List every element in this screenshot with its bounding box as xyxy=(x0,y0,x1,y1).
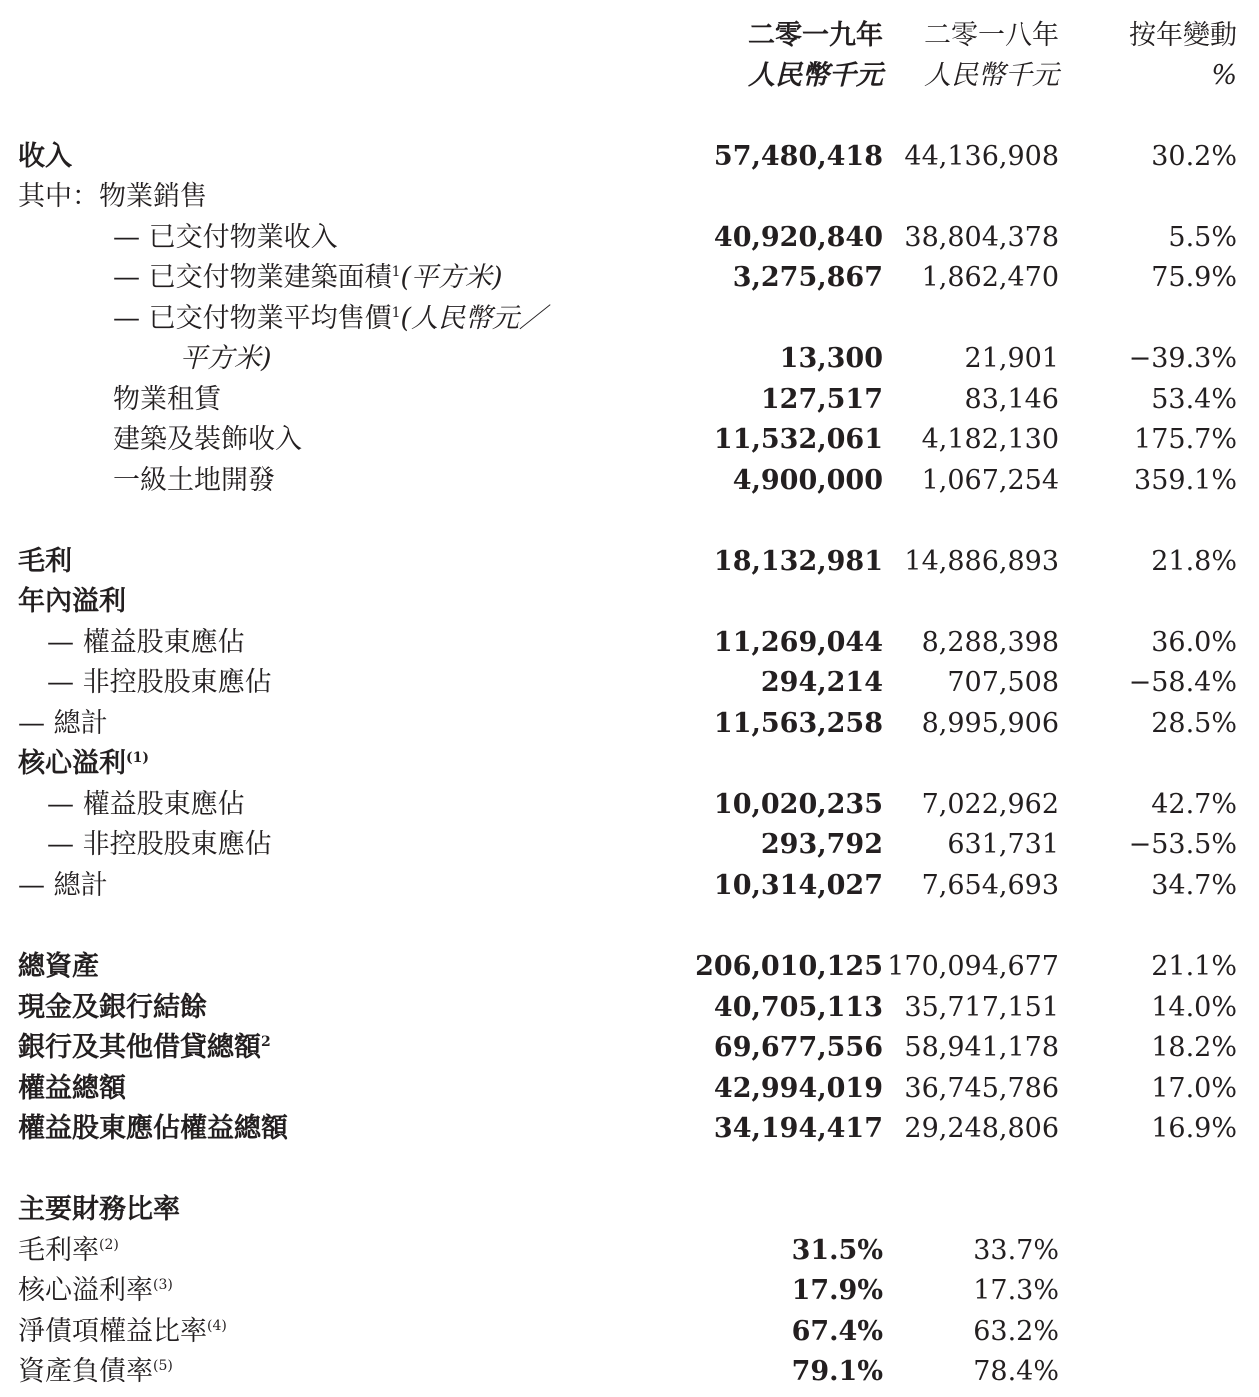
value-2018: 44,136,908 xyxy=(904,141,1059,172)
footnote-marker: 1 xyxy=(391,305,401,321)
value-change: 5.5% xyxy=(1168,222,1237,253)
row-label: 核心溢利率$^{(3)}$ xyxy=(18,1275,173,1306)
value-2019: 4,900,000 xyxy=(732,465,883,496)
value-change: 53.4% xyxy=(1151,384,1237,415)
value-change: −58.4% xyxy=(1128,667,1237,698)
table-row-total-equity xyxy=(0,1069,1259,1109)
value-change: 34.7% xyxy=(1151,870,1237,901)
table-row-average-price-cont xyxy=(0,339,1259,379)
value-2019: 11,269,044 xyxy=(713,627,883,658)
row-label: 年內溢利 xyxy=(18,586,126,617)
value-2019: 40,705,113 xyxy=(713,992,883,1023)
table-row-land-development xyxy=(0,461,1259,501)
value-change: −53.5% xyxy=(1128,829,1237,860)
value-2018: 58,941,178 xyxy=(904,1032,1059,1063)
table-row-liability-ratio xyxy=(0,1352,1259,1392)
value-2018: 4,182,130 xyxy=(921,424,1059,455)
row-label: 現金及銀行結餘 xyxy=(18,992,207,1023)
value-change: 14.0% xyxy=(1151,992,1237,1023)
table-row-delivered-gfa xyxy=(0,258,1259,298)
value-change: 175.7% xyxy=(1134,424,1237,455)
value-2019: 42,994,019 xyxy=(713,1073,883,1104)
row-label: 資產負債率$^{(5)}$ xyxy=(18,1356,173,1387)
value-2018: 7,654,693 xyxy=(921,870,1059,901)
header-change-title: 按年變動 xyxy=(1129,20,1237,51)
value-2019: 69,677,556 xyxy=(713,1032,883,1063)
value-2018: 83,146 xyxy=(964,384,1059,415)
header-change-unit: % xyxy=(1211,60,1237,91)
table-row-profit-for-year xyxy=(0,582,1259,622)
row-label: 建築及裝飾收入 xyxy=(113,424,302,455)
value-2019: 40,920,840 xyxy=(713,222,883,253)
row-unit: (平方米) xyxy=(400,262,503,293)
footnote-marker: (3) xyxy=(153,1277,173,1293)
table-row-gross-margin xyxy=(0,1231,1259,1271)
row-label: 物業租賃 xyxy=(113,384,221,415)
row-label: 其中：物業銷售 xyxy=(18,181,207,212)
table-row-core-nci xyxy=(0,825,1259,865)
value-change: 30.2% xyxy=(1151,141,1237,172)
table-row-profit-owners xyxy=(0,623,1259,663)
value-2019: 11,563,258 xyxy=(713,708,883,739)
header-2018-year: 二零一八年 xyxy=(924,20,1059,51)
value-change: 75.9% xyxy=(1151,262,1237,293)
row-label: — 權益股東應佔 xyxy=(47,789,245,820)
footnote-marker: (4) xyxy=(207,1318,227,1334)
footnote-marker: 1 xyxy=(391,264,401,280)
table-row-delivered-revenue xyxy=(0,218,1259,258)
table-row-core-profit xyxy=(0,744,1259,784)
row-label: 淨債項權益比率$^{(4)}$ xyxy=(18,1316,227,1347)
value-2018: 33.7% xyxy=(973,1235,1059,1266)
table-row-profit-nci xyxy=(0,663,1259,703)
value-2018: 63.2% xyxy=(973,1316,1059,1347)
table-row-gross-profit xyxy=(0,542,1259,582)
value-change: 21.8% xyxy=(1151,546,1237,577)
value-2018: 1,862,470 xyxy=(921,262,1059,293)
value-2019: 293,792 xyxy=(760,829,883,860)
value-change: −39.3% xyxy=(1128,343,1237,374)
value-2018: 21,901 xyxy=(964,343,1059,374)
value-2019: 10,020,235 xyxy=(713,789,883,820)
footnote-marker: (2) xyxy=(99,1237,119,1253)
value-2019: 31.5% xyxy=(791,1235,883,1266)
value-2019: 206,010,125 xyxy=(695,951,883,982)
row-label: — 總計 xyxy=(18,708,108,739)
value-change: 359.1% xyxy=(1134,465,1237,496)
row-label: 一級土地開發 xyxy=(113,465,275,496)
row-label: 收入 xyxy=(18,141,72,172)
value-2019: 57,480,418 xyxy=(713,141,883,172)
value-2019: 34,194,417 xyxy=(713,1113,883,1144)
value-2019: 18,132,981 xyxy=(713,546,883,577)
row-label: — 已交付物業平均售價$^1$(人民幣元／ xyxy=(113,303,547,334)
table-row-property-sales xyxy=(0,177,1259,217)
row-label: 銀行及其他借貸總額$^2$ xyxy=(18,1032,271,1063)
footnote-marker: (5) xyxy=(153,1358,173,1374)
table-row-total-assets xyxy=(0,947,1259,987)
footnote-marker: (1) xyxy=(126,750,149,766)
row-label: — 總計 xyxy=(18,870,108,901)
table-row-core-owners xyxy=(0,785,1259,825)
row-label: — 權益股東應佔 xyxy=(47,627,245,658)
header-2019-year: 二零一九年 xyxy=(748,20,883,51)
table-row-cash xyxy=(0,988,1259,1028)
value-2019: 294,214 xyxy=(760,667,883,698)
value-2018: 17.3% xyxy=(973,1275,1059,1306)
value-2018: 14,886,893 xyxy=(904,546,1059,577)
header-2019-unit: 人民幣千元 xyxy=(748,60,883,91)
value-change: 16.9% xyxy=(1151,1113,1237,1144)
value-2018: 8,995,906 xyxy=(921,708,1059,739)
value-2018: 631,731 xyxy=(947,829,1059,860)
row-label: 總資產 xyxy=(18,951,99,982)
value-change: 36.0% xyxy=(1151,627,1237,658)
row-label: — 非控股股東應佔 xyxy=(47,829,272,860)
value-2019: 10,314,027 xyxy=(713,870,883,901)
value-2018: 8,288,398 xyxy=(921,627,1059,658)
value-2018: 170,094,677 xyxy=(887,951,1059,982)
value-change: 28.5% xyxy=(1151,708,1237,739)
row-label: 毛利率$^{(2)}$ xyxy=(18,1235,119,1266)
value-2019: 127,517 xyxy=(760,384,883,415)
value-2019: 11,532,061 xyxy=(713,424,883,455)
row-label: — 非控股股東應佔 xyxy=(47,667,272,698)
table-row-construction xyxy=(0,420,1259,460)
value-2018: 707,508 xyxy=(947,667,1059,698)
row-label: 核心溢利$^{(1)}$ xyxy=(18,748,149,779)
table-row-net-gearing xyxy=(0,1312,1259,1352)
table-row-revenue xyxy=(0,137,1259,177)
table-row-owners-equity xyxy=(0,1109,1259,1149)
row-label: — 已交付物業建築面積$^1$(平方米) xyxy=(113,262,503,293)
footnote-marker: 2 xyxy=(261,1034,271,1050)
value-change: 21.1% xyxy=(1151,951,1237,982)
table-row-key-ratios xyxy=(0,1190,1259,1230)
row-label: 權益總額 xyxy=(18,1073,126,1104)
row-label: 平方米) xyxy=(180,343,272,374)
value-change: 17.0% xyxy=(1151,1073,1237,1104)
value-change: 18.2% xyxy=(1151,1032,1237,1063)
value-2018: 78.4% xyxy=(973,1356,1059,1387)
table-row-core-total xyxy=(0,866,1259,906)
value-2018: 29,248,806 xyxy=(904,1113,1059,1144)
header-2018-unit: 人民幣千元 xyxy=(924,60,1059,91)
table-row-profit-total xyxy=(0,704,1259,744)
row-unit: (人民幣元／ xyxy=(400,303,547,334)
value-2018: 36,745,786 xyxy=(904,1073,1059,1104)
value-2019: 79.1% xyxy=(791,1356,883,1387)
value-2018: 1,067,254 xyxy=(921,465,1059,496)
table-row-average-price xyxy=(0,299,1259,339)
value-2018: 7,022,962 xyxy=(921,789,1059,820)
row-label: 毛利 xyxy=(18,546,72,577)
value-change: 42.7% xyxy=(1151,789,1237,820)
table-row-property-leasing xyxy=(0,380,1259,420)
section-heading: 主要財務比率 xyxy=(18,1194,180,1225)
table-row-borrowings xyxy=(0,1028,1259,1068)
value-2019: 17.9% xyxy=(791,1275,883,1306)
value-2019: 13,300 xyxy=(779,343,883,374)
row-label: 權益股東應佔權益總額 xyxy=(18,1113,288,1144)
value-2018: 35,717,151 xyxy=(904,992,1059,1023)
table-row-core-margin xyxy=(0,1271,1259,1311)
value-2019: 3,275,867 xyxy=(732,262,883,293)
value-2018: 38,804,378 xyxy=(904,222,1059,253)
row-label: — 已交付物業收入 xyxy=(113,222,338,253)
value-2019: 67.4% xyxy=(791,1316,883,1347)
